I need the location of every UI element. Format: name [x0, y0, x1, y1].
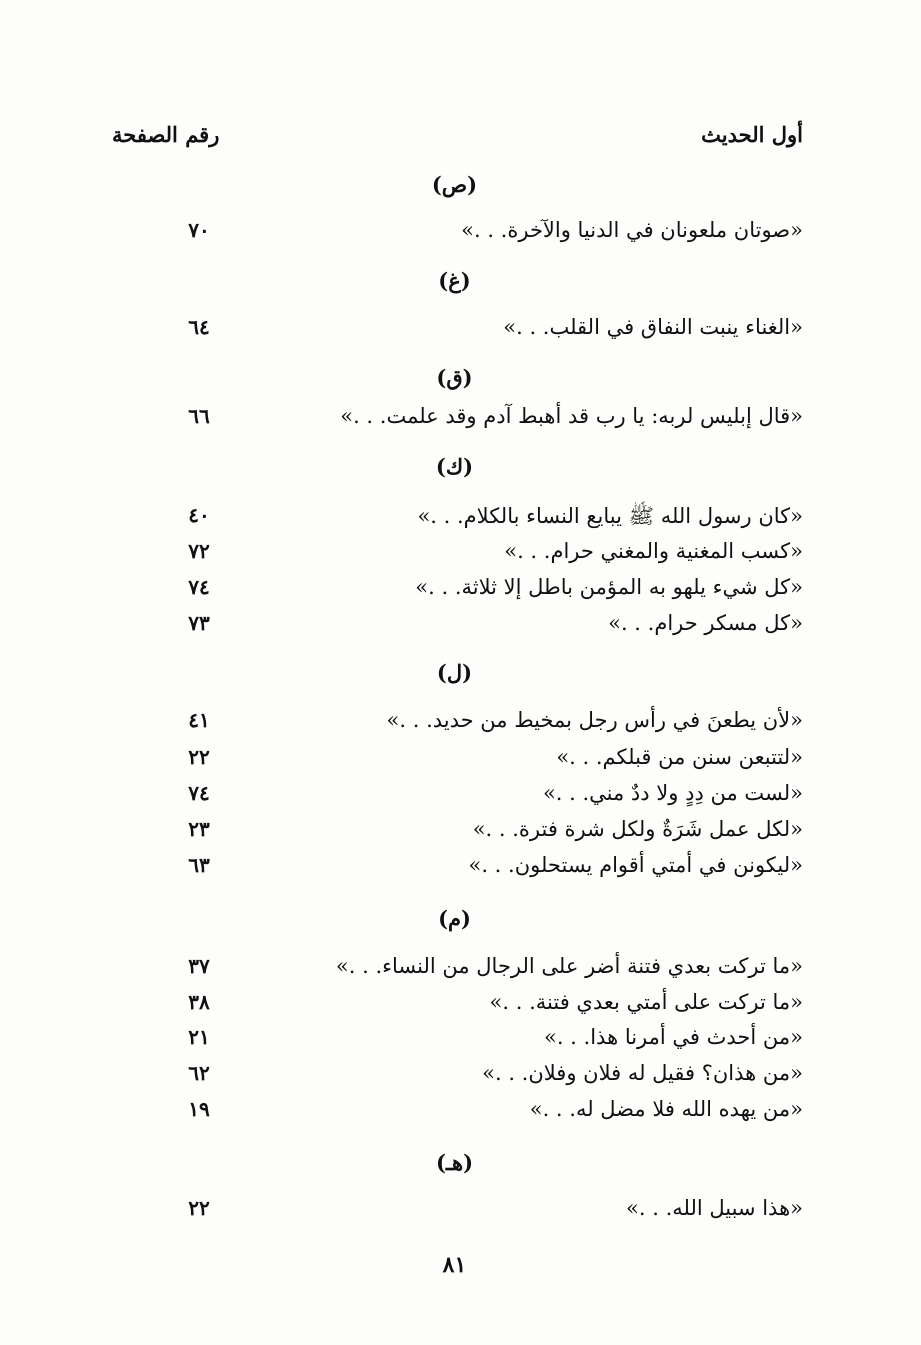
page-ref: ٤٠ [188, 503, 210, 527]
page-ref: ٦٤ [188, 315, 210, 339]
page-ref: ٧٠ [188, 218, 210, 242]
page-ref: ٦٣ [188, 853, 210, 877]
index-header [0, 122, 921, 156]
section-letter-ghayn: (غ) [438, 268, 471, 293]
list-item [0, 611, 921, 645]
page-ref: ٦٢ [188, 1061, 210, 1085]
hadith-text: «لست من دِدٍ ولا ددٌ مني. . .» [542, 781, 803, 805]
list-item [0, 1061, 921, 1095]
hadith-text: «هذا سبيل الله. . .» [626, 1196, 803, 1220]
page-ref: ٣٧ [188, 954, 210, 978]
list-item [0, 708, 921, 742]
hadith-text: «صوتان ملعونان في الدنيا والآخرة. . .» [461, 218, 803, 242]
list-item [0, 745, 921, 779]
page-ref: ٧٤ [188, 781, 210, 805]
list-item [0, 1097, 921, 1131]
hadith-text: «كل شيء يلهو به المؤمن باطل إلا ثلاثة. . .» [415, 575, 803, 599]
page-ref: ٢٢ [188, 745, 210, 769]
hadith-text: «الغناء ينبت النفاق في القلب. . .» [503, 315, 803, 339]
section-letter-mim: (م) [438, 906, 471, 931]
hadith-text: «لكل عمل شَرَةٌ ولكل شرة فترة. . .» [472, 817, 803, 841]
list-item [0, 1196, 921, 1230]
page-ref: ٧٢ [188, 539, 210, 563]
section-letter-sad: (ص) [431, 172, 478, 197]
page-ref: ٣٨ [188, 990, 210, 1014]
page-number: ٨١ [442, 1252, 467, 1278]
hadith-text: «كسب المغنية والمغني حرام. . .» [504, 539, 803, 563]
hadith-text: «ليكونن في أمتي أقوام يستحلون. . .» [468, 853, 803, 877]
hadith-text: «قال إبليس لربه: يا رب قد أهبط آدم وقد علمت. . .» [340, 404, 803, 428]
hadith-text: «لتتبعن سنن من قبلكم. . .» [556, 745, 803, 769]
page-ref: ٢١ [188, 1025, 210, 1049]
hadith-text: «من يهده الله فلا مضل له. . .» [529, 1097, 803, 1121]
list-item [0, 853, 921, 887]
list-item [0, 315, 921, 349]
section-letter-qaf: (ق) [436, 365, 473, 390]
page-ref: ٤١ [188, 708, 210, 732]
list-item [0, 503, 921, 537]
list-item [0, 817, 921, 851]
hadith-text: «كان رسول الله ﷺ يبايع النساء بالكلام. . .» [417, 504, 803, 528]
list-item [0, 539, 921, 573]
page-ref: ٢٢ [188, 1196, 210, 1220]
list-item [0, 404, 921, 438]
column-header-hadith-start: أول الحديث [701, 122, 803, 147]
list-item [0, 954, 921, 988]
page-ref: ٧٤ [188, 575, 210, 599]
section-letter-lam: (ل) [436, 660, 473, 685]
page-ref: ٢٣ [188, 817, 210, 841]
hadith-text: «من هذان؟ فقيل له فلان وفلان. . .» [482, 1061, 803, 1085]
page-ref: ٧٣ [188, 611, 210, 635]
hadith-text: «كل مسكر حرام. . .» [608, 611, 803, 635]
list-item [0, 781, 921, 815]
section-letter-ha: (هـ) [435, 1150, 474, 1175]
list-item [0, 575, 921, 609]
page-ref: ٦٦ [188, 404, 210, 428]
hadith-text: «ما تركت على أمتي بعدي فتنة. . .» [489, 990, 803, 1014]
page-ref: ١٩ [188, 1097, 210, 1121]
list-item [0, 218, 921, 252]
column-header-page-number: رقم الصفحة [112, 122, 220, 147]
list-item [0, 990, 921, 1024]
list-item [0, 1025, 921, 1059]
hadith-text: «لأن يطعنَ في رأس رجل بمخيط من حديد. . .» [386, 708, 803, 732]
hadith-text: «من أحدث في أمرنا هذا. . .» [543, 1025, 803, 1049]
hadith-text: «ما تركت بعدي فتنة أضر على الرجال من النساء. . .» [335, 954, 803, 978]
section-letter-kaf: (ك) [435, 454, 474, 479]
